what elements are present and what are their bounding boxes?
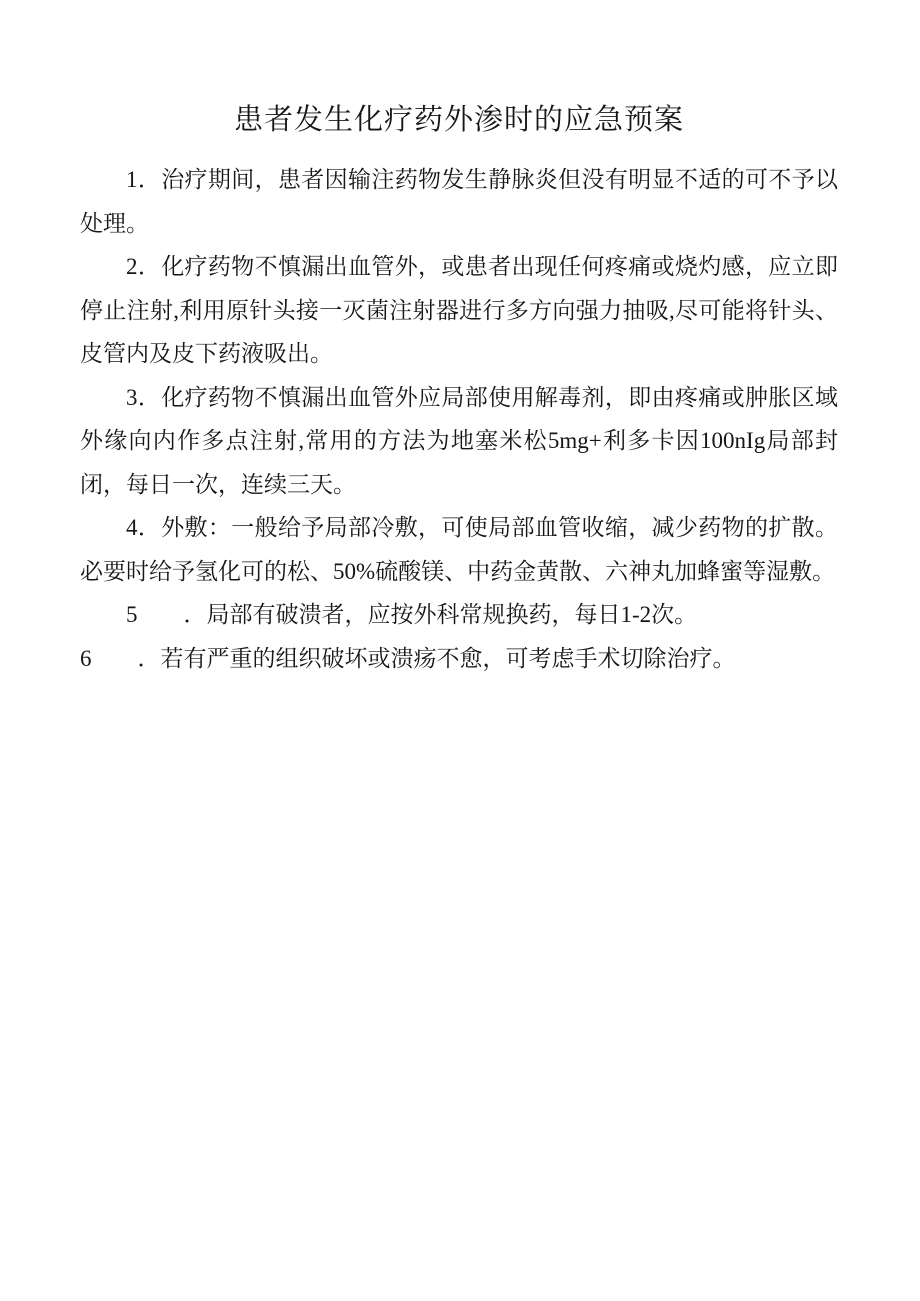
- paragraph-item-2: 2．化疗药物不慎漏出血管外，或患者出现任何疼痛或烧灼感，应立即停止注射,利用原针头接一灭菌注射器进行多方向强力抽吸,尽可能将针头、皮管内及皮下药液吸出。: [80, 254, 838, 366]
- paragraph-item-4: 4．外敷：一般给予局部冷敷，可使局部血管收缩，减少药物的扩散。必要时给予氢化可的松、50%硫酸镁、中药金黄散、六神丸加蜂蜜等湿敷。: [80, 515, 838, 584]
- paragraph-item-1: 1．治疗期间，患者因输注药物发生静脉炎但没有明显不适的可不予以处理。: [80, 167, 838, 236]
- paragraph-item-3: 3．化疗药物不慎漏出血管外应局部使用解毒剂，即由疼痛或肿胀区域外缘向内作多点注射,常用的方法为地塞米松5mg+利多卡因100nIg局部封闭，每日一次，连续三天。: [80, 384, 838, 497]
- paragraph-item-6: 6 ．若有严重的组织破坏或溃疡不愈，可考虑手术切除治疗。: [80, 645, 736, 671]
- paragraph-item-5: 5 ．局部有破溃者，应按外科常规换药，每日1-2次。: [126, 602, 698, 627]
- document-title: 患者发生化疗药外渗时的应急预案: [233, 104, 684, 136]
